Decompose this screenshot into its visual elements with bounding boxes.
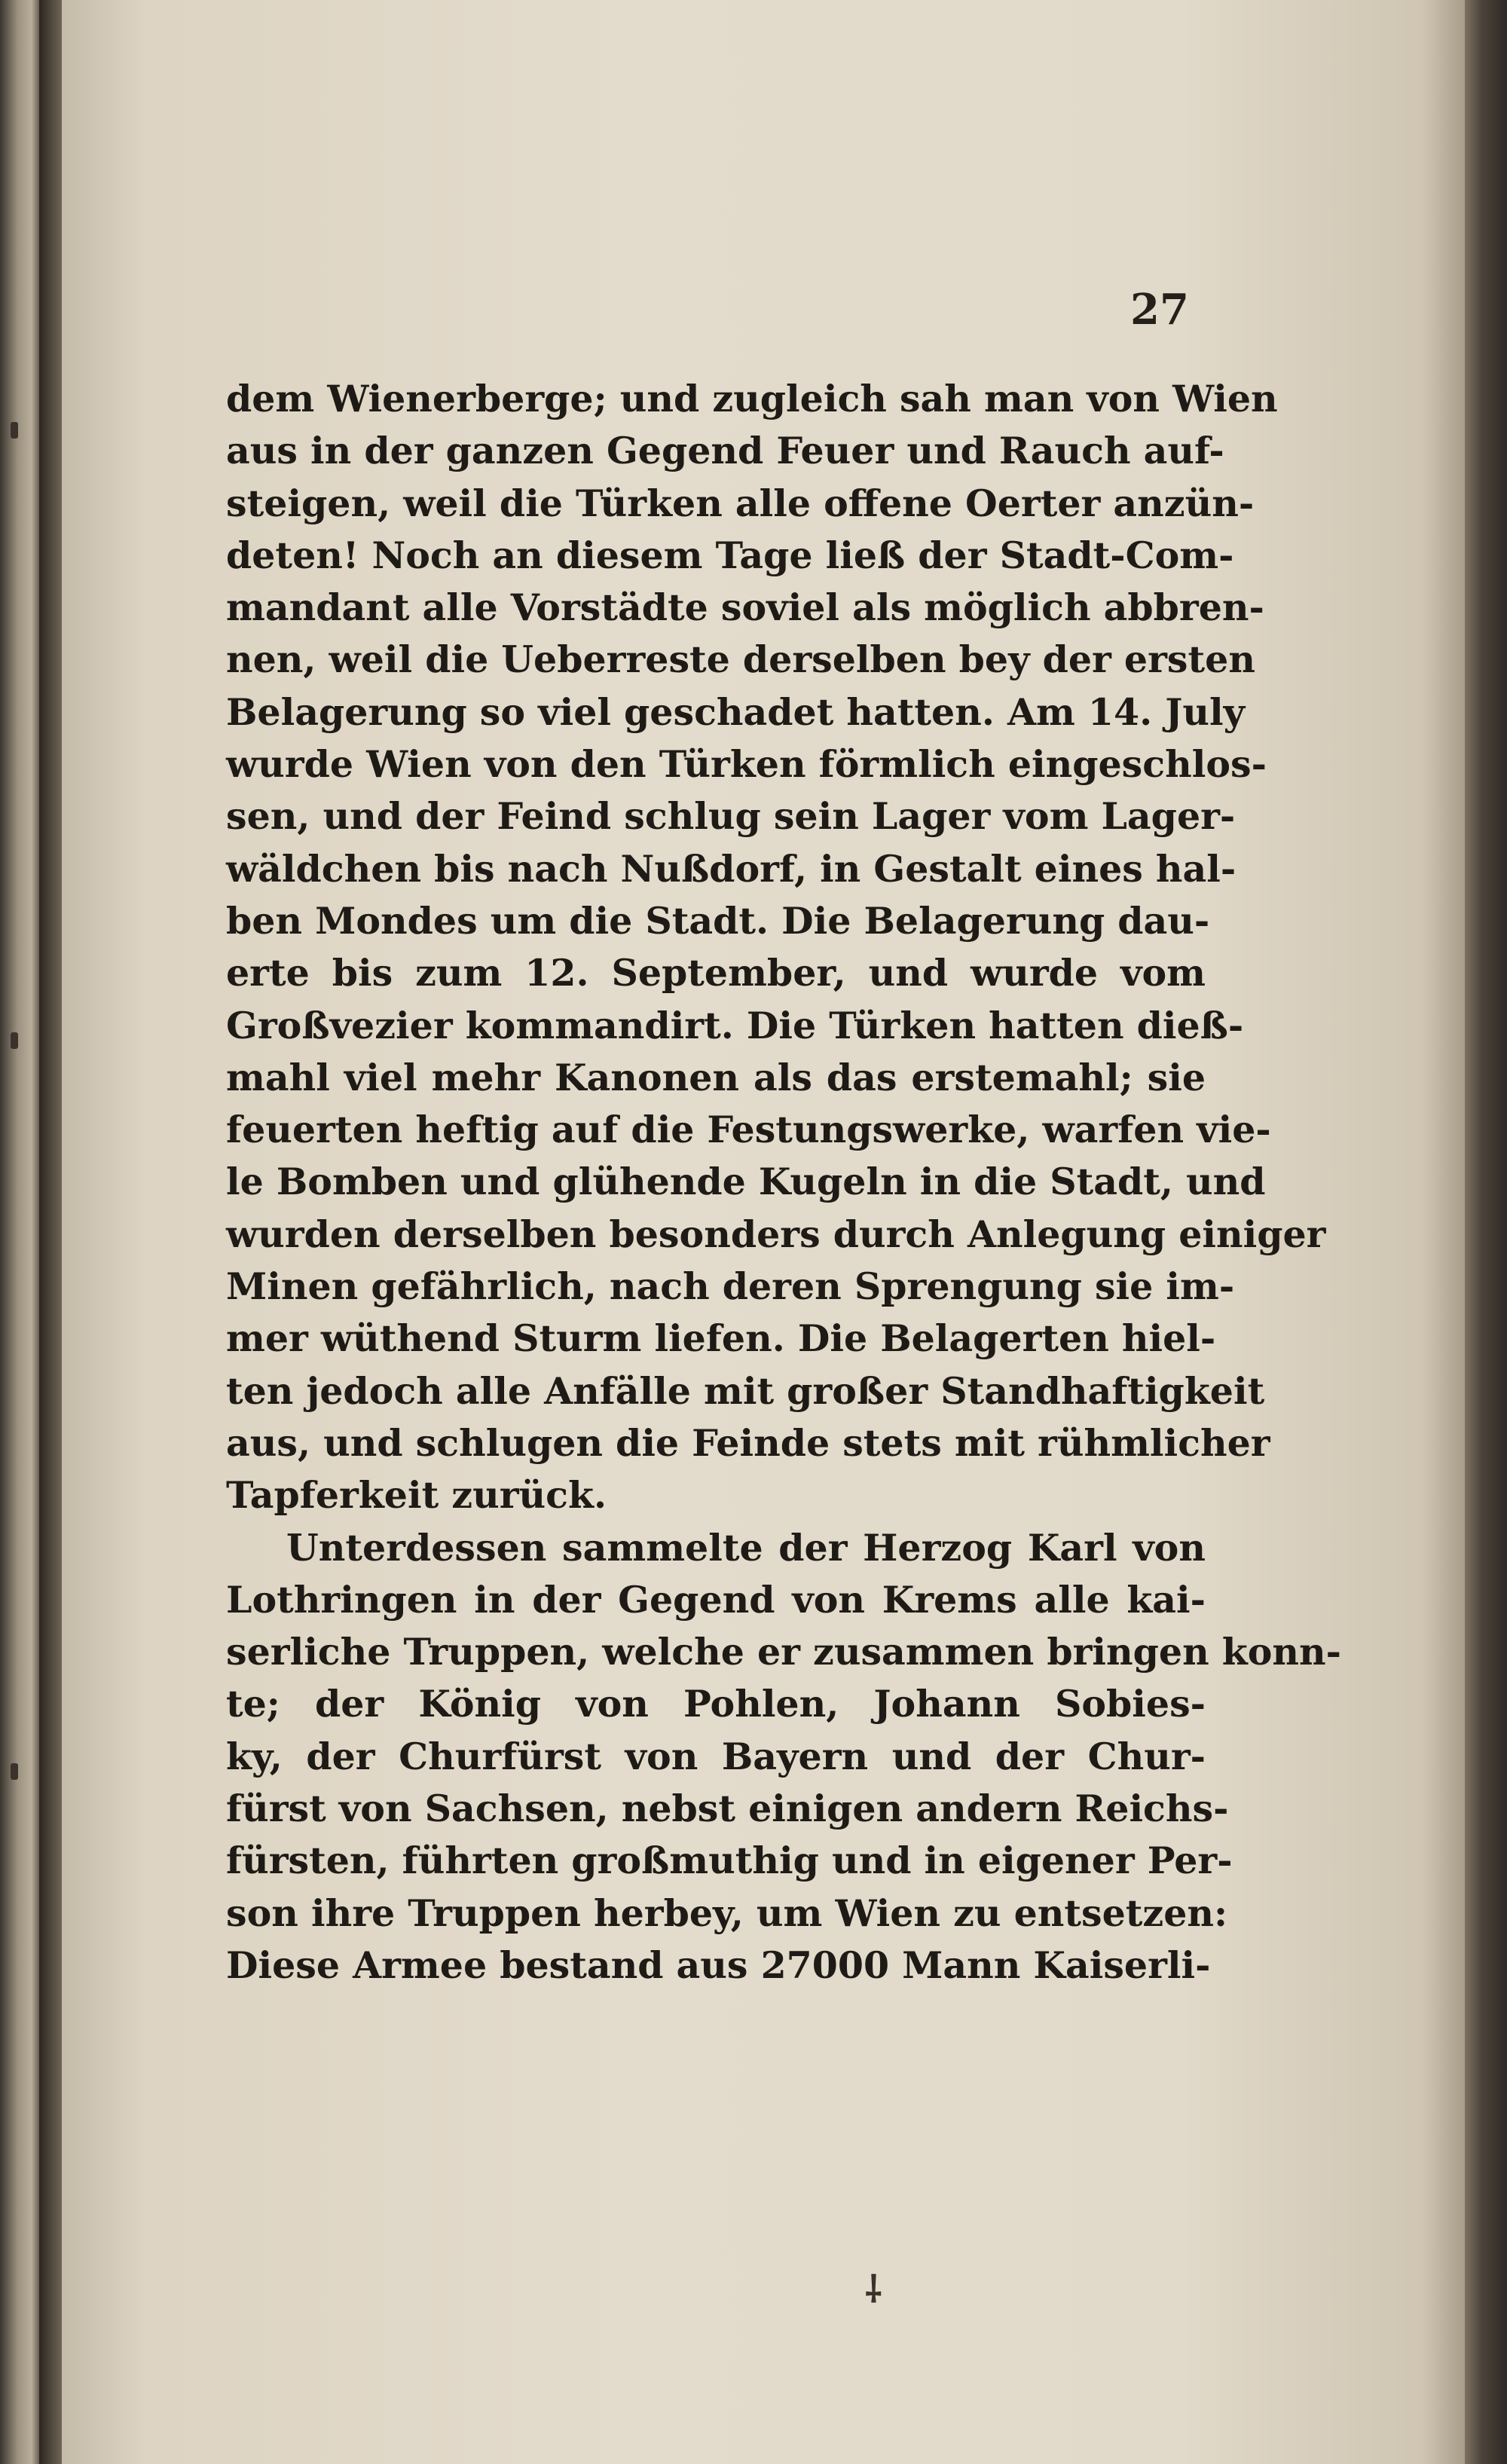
text-line: wäldchen bis nach Nußdorf, in Gestalt eines hal-	[226, 846, 1236, 891]
text-line: deten! Noch an diesem Tage ließ der Stadt-Com-	[226, 533, 1234, 577]
text-line: Minen gefährlich, nach deren Sprengung sie im-	[226, 1264, 1235, 1309]
text-line: dem Wienerberge; und zugleich sah man von Wien	[226, 377, 1278, 420]
text-line: erte bis zum 12. September, und wurde vom	[226, 951, 1206, 995]
text-line: Lothringen in der Gegend von Krems alle kai-	[226, 1577, 1206, 1622]
text-line: ky, der Churfürst von Bayern und der Chur-	[226, 1734, 1206, 1778]
binding-thread-mark	[11, 1032, 18, 1049]
page-edge-shadow	[1465, 0, 1507, 2464]
text-line: mahl viel mehr Kanonen als das erstemahl; sie	[226, 1055, 1206, 1099]
text-line: fürsten, führten großmuthig und in eigener Per-	[226, 1839, 1233, 1883]
text-line: Unterdessen sammelte der Herzog Karl von	[286, 1525, 1206, 1570]
text-line: sen, und der Feind schlug sein Lager vom Lager-	[226, 794, 1236, 839]
text-line: ben Mondes um die Stadt. Die Belagerung dau-	[226, 898, 1210, 943]
text-line: Belagerung so viel geschadet hatten. Am 14. July	[226, 689, 1246, 734]
text-line: Tapferkeit zurück.	[226, 1473, 607, 1518]
text-line: ten jedoch alle Anfälle mit großer Standhaftigkeit	[226, 1368, 1265, 1413]
body-text	[226, 373, 1342, 1992]
text-line: nen, weil die Ueberreste derselben bey der ersten	[226, 637, 1255, 682]
printer-ornament: ⸸	[865, 2269, 882, 2311]
text-line: le Bomben und glühende Kugeln in die Stadt, und	[226, 1160, 1266, 1204]
text-line: son ihre Truppen herbey, um Wien zu entsetzen:	[226, 1891, 1228, 1935]
text-line: wurde Wien von den Türken förmlich eingeschlos-	[226, 742, 1267, 787]
binding-thread-mark	[11, 422, 18, 439]
text-line: wurden derselben besonders durch Anlegung einiger	[226, 1212, 1326, 1256]
text-line: mer wüthend Sturm liefen. Die Belagerten hiel-	[226, 1316, 1216, 1361]
binding-thread-mark	[11, 1763, 18, 1780]
text-line: aus, und schlugen die Feinde stets mit rühmlicher	[226, 1420, 1270, 1465]
text-line: te; der König von Pohlen, Johann Sobies-	[226, 1682, 1206, 1726]
text-line: Diese Armee bestand aus 27000 Mann Kaiserli-	[226, 1943, 1211, 1987]
text-line: mandant alle Vorstädte soviel als möglich abbren-	[226, 585, 1264, 630]
text-line: steigen, weil die Türken alle offene Oerter anzün-	[226, 481, 1255, 525]
text-line: fürst von Sachsen, nebst einigen andern Reichs-	[226, 1787, 1229, 1831]
book-gutter	[39, 0, 62, 2464]
page-number: 27	[1130, 285, 1189, 335]
facing-page-edge	[0, 0, 39, 2464]
text-line: aus in der ganzen Gegend Feuer und Rauch auf-	[226, 429, 1224, 473]
text-line: feuerten heftig auf die Festungswerke, warfen vie-	[226, 1108, 1271, 1152]
text-line: serliche Truppen, welche er zusammen bringen konn-	[226, 1630, 1342, 1674]
text-line: Großvezier kommandirt. Die Türken hatten dieß-	[226, 1003, 1244, 1047]
